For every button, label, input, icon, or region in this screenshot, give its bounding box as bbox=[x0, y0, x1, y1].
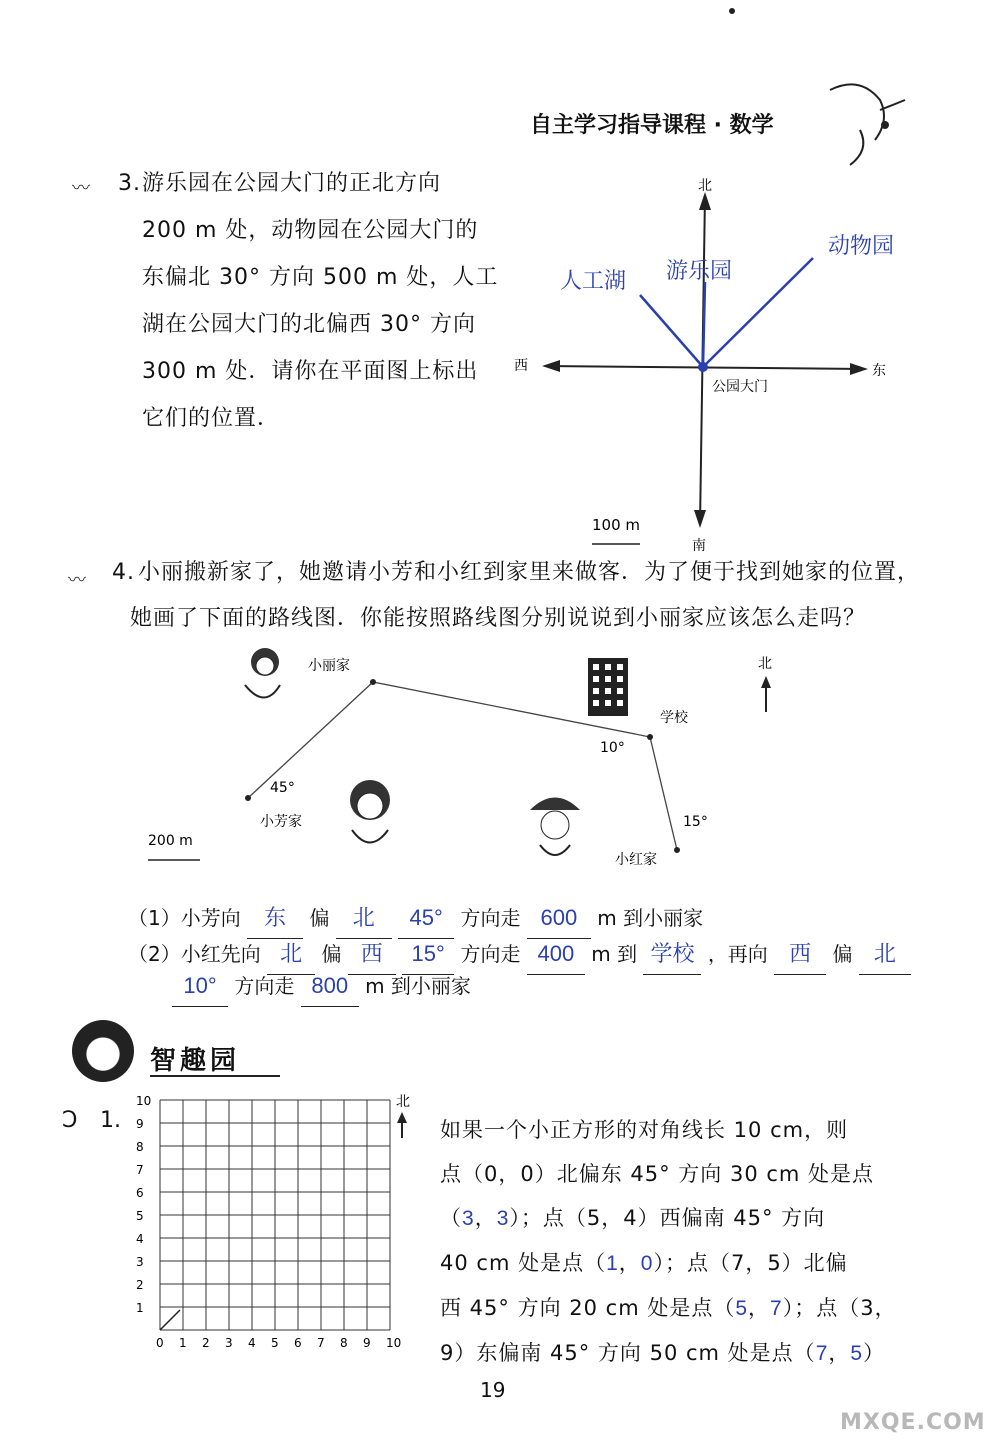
q3-number: 3. bbox=[118, 171, 141, 196]
grid-y-tick-label: 3 bbox=[136, 1255, 144, 1269]
label-lake: 人工湖 bbox=[560, 269, 627, 294]
answer2-blank-c[interactable]: 15° bbox=[402, 934, 454, 975]
q4-line-1: 小丽搬新家了，她邀请小芳和小红到家里来做客．为了便于找到她家的位置， bbox=[138, 560, 921, 585]
answer2-blank-a[interactable]: 北 bbox=[267, 934, 315, 975]
top-dot bbox=[729, 8, 735, 14]
p1-t4: 40 cm 处是点（ bbox=[440, 1251, 607, 1275]
answer2-blank-e[interactable]: 学校 bbox=[643, 934, 701, 975]
p1-line-4: 40 cm 处是点（1，0）；点（7，5）北偏 bbox=[440, 1251, 848, 1275]
xiaofang-figure bbox=[350, 780, 390, 843]
label-park: 游乐园 bbox=[666, 259, 733, 284]
q4-number: 4. bbox=[112, 560, 135, 585]
south-arrow bbox=[694, 510, 706, 528]
point-school bbox=[647, 734, 653, 740]
q4-route-map bbox=[130, 640, 810, 890]
leaf-icon: 〰 bbox=[72, 178, 90, 199]
q3-line: 300 m 处．请你在平面图上标出 bbox=[142, 359, 479, 384]
answer2-blank-b[interactable]: 西 bbox=[348, 934, 396, 975]
grid-x-tick-label: 1 bbox=[179, 1336, 187, 1350]
q4-answer-2-cont bbox=[172, 966, 471, 1007]
west-arrow bbox=[542, 360, 560, 372]
grid-x-tick-label: 10 bbox=[386, 1336, 402, 1350]
label-north: 北 bbox=[758, 656, 772, 672]
answer2-blank-f[interactable]: 西 bbox=[774, 934, 826, 975]
p1-ans-2[interactable]: 3 bbox=[496, 1207, 510, 1230]
grid-y-tick-label: 1 bbox=[136, 1301, 144, 1315]
q3-text bbox=[142, 160, 502, 442]
answer1-mid2: 方向走 bbox=[460, 906, 521, 930]
point-xiaofang bbox=[245, 795, 251, 801]
grid-y-labels bbox=[136, 1094, 151, 1315]
school-building-icon bbox=[588, 658, 628, 716]
p1-ans-5[interactable]: 5 bbox=[735, 1297, 749, 1320]
angle-hong: 15° bbox=[683, 814, 708, 830]
p1-t7: ）；点（3， bbox=[782, 1296, 897, 1320]
xiaohong-figure bbox=[530, 798, 580, 856]
grid-north-label: 北 bbox=[396, 1094, 410, 1110]
grid-x-labels bbox=[156, 1336, 401, 1350]
grid-x-tick-label: 2 bbox=[202, 1336, 210, 1350]
page-header: 自主学习指导课程 · 数学 bbox=[530, 113, 774, 138]
p1-number: 1. bbox=[100, 1108, 121, 1133]
p1-ans-6[interactable]: 7 bbox=[770, 1297, 783, 1320]
label-east: 东 bbox=[872, 363, 886, 379]
answer2-mid3: m 到 bbox=[591, 942, 638, 966]
section-title: 智趣园 bbox=[150, 1046, 241, 1076]
angle-fang: 45° bbox=[270, 780, 295, 796]
answer1-blank-a[interactable]: 东 bbox=[247, 898, 303, 939]
answer2-blank-i[interactable]: 800 bbox=[301, 966, 359, 1007]
answer2-blank-h[interactable]: 10° bbox=[172, 966, 228, 1007]
grid-x-tick-label: 9 bbox=[363, 1336, 371, 1350]
label-xiaoli: 小丽家 bbox=[308, 658, 350, 674]
q4-scale-label: 200 m bbox=[148, 833, 193, 849]
lake-line bbox=[640, 295, 703, 367]
grid-y-tick-label: 9 bbox=[136, 1117, 144, 1131]
answer1-mid1: 偏 bbox=[309, 906, 330, 930]
answer1-blank-c[interactable]: 45° bbox=[398, 898, 454, 939]
grid-x-tick-label: 5 bbox=[271, 1336, 279, 1350]
p1-t5: ）；点（7，5）北偏 bbox=[653, 1251, 848, 1275]
leaf-icon: Ↄ bbox=[62, 1108, 78, 1133]
grid-x-tick-label: 4 bbox=[248, 1336, 256, 1350]
p1-t9: ） bbox=[863, 1341, 886, 1365]
origin-point bbox=[698, 362, 708, 372]
answer2-blank-g[interactable]: 北 bbox=[859, 934, 911, 975]
grid-x-tick-label: 3 bbox=[225, 1336, 233, 1350]
east-arrow bbox=[850, 363, 868, 375]
p1-ans-1[interactable]: 3 bbox=[462, 1207, 475, 1230]
grid-x-tick-label: 0 bbox=[156, 1336, 164, 1350]
label-xiaohong: 小红家 bbox=[615, 852, 657, 868]
grid-lines bbox=[160, 1100, 390, 1330]
p1-t3: ；点（5，4）西偏南 45° 方向 bbox=[520, 1206, 826, 1230]
answer1-prefix: （1）小芳向 bbox=[128, 906, 241, 930]
section-underline bbox=[150, 1075, 280, 1077]
label-school: 学校 bbox=[660, 710, 688, 726]
grid-y-tick-label: 8 bbox=[136, 1140, 144, 1154]
p1-ans-4[interactable]: 0 bbox=[640, 1252, 654, 1275]
grid-north-arrow bbox=[397, 1112, 407, 1123]
grid-y-tick-label: 5 bbox=[136, 1209, 144, 1223]
answer1-blank-b[interactable]: 北 bbox=[336, 898, 392, 939]
answer2-mid4: ，再向 bbox=[707, 942, 768, 966]
p1-ans-8[interactable]: 5 bbox=[850, 1342, 864, 1365]
p1-line-3: （3，3）；点（5，4）西偏南 45° 方向 bbox=[440, 1206, 826, 1230]
answer2-suffix: m 到小丽家 bbox=[365, 974, 471, 998]
label-zoo: 动物园 bbox=[828, 234, 895, 259]
header-decoration bbox=[820, 70, 910, 170]
q3-line: 游乐园在公园大门的正北方向 bbox=[142, 171, 442, 196]
coordinate-grid bbox=[130, 1090, 430, 1360]
label-xiaofang: 小芳家 bbox=[260, 814, 302, 830]
leaf-icon: 〰 bbox=[68, 570, 86, 591]
answer2-prefix: （2）小红先向 bbox=[128, 942, 261, 966]
p1-line-1: 如果一个小正方形的对角线长 10 cm，则 bbox=[440, 1118, 849, 1142]
q3-line: 东偏北 30° 方向 500 m 处，人工 bbox=[142, 265, 499, 290]
section-mascot-icon bbox=[72, 1020, 134, 1082]
q3-line: 它们的位置． bbox=[142, 406, 281, 431]
answer2-mid6: 方向走 bbox=[234, 974, 295, 998]
watermark: MXQE.COM bbox=[840, 1410, 986, 1435]
p1-line-6: 9）东偏南 45° 方向 50 cm 处是点（7，5） bbox=[440, 1341, 886, 1365]
p1-ans-7[interactable]: 7 bbox=[815, 1342, 829, 1365]
grid-y-tick-label: 4 bbox=[136, 1232, 144, 1246]
label-south: 南 bbox=[692, 538, 706, 554]
answer1-blank-d[interactable]: 600 bbox=[527, 898, 591, 939]
q3-line: 湖在公园大门的北偏西 30° 方向 bbox=[142, 312, 476, 337]
xiaoli-figure bbox=[245, 648, 280, 698]
p1-ans-3[interactable]: 1 bbox=[606, 1252, 619, 1275]
q3-scale-label: 100 m bbox=[592, 516, 641, 534]
p1-t6: 西 45° 方向 20 cm 处是点（ bbox=[440, 1296, 736, 1320]
grid-y-tick-label: 6 bbox=[136, 1186, 144, 1200]
p1-text bbox=[440, 1108, 910, 1376]
label-origin: 公园大门 bbox=[712, 379, 768, 395]
grid-y-tick-label: 10 bbox=[136, 1094, 152, 1108]
map-north-arrow bbox=[761, 676, 771, 688]
north-arrow bbox=[699, 192, 711, 210]
q3-line: 200 m 处，动物园在公园大门的 bbox=[142, 218, 479, 243]
answer2-mid1: 偏 bbox=[321, 942, 342, 966]
point-xiaoli bbox=[370, 679, 376, 685]
q3-compass-diagram bbox=[500, 170, 920, 560]
page-number: 19 bbox=[480, 1378, 506, 1402]
answer2-mid2: 方向走 bbox=[460, 942, 521, 966]
diagonal-segment bbox=[160, 1310, 180, 1330]
grid-x-tick-label: 7 bbox=[317, 1336, 325, 1350]
angle-school: 10° bbox=[600, 740, 625, 756]
label-north: 北 bbox=[698, 178, 712, 194]
answer2-mid5: 偏 bbox=[832, 942, 853, 966]
p1-line-5: 西 45° 方向 20 cm 处是点（5，7）；点（3， bbox=[440, 1296, 897, 1320]
p1-t8: 9）东偏南 45° 方向 50 cm 处是点（ bbox=[440, 1341, 816, 1365]
point-xiaohong bbox=[674, 847, 680, 853]
grid-y-tick-label: 2 bbox=[136, 1278, 144, 1292]
q4-answer-1 bbox=[128, 898, 703, 939]
answer1-suffix: m 到小丽家 bbox=[597, 906, 704, 930]
grid-x-tick-label: 6 bbox=[294, 1336, 302, 1350]
answer2-blank-d[interactable]: 400 bbox=[527, 934, 585, 975]
label-west: 西 bbox=[514, 358, 528, 374]
p1-line-2: 点（0，0）北偏东 45° 方向 30 cm 处是点 bbox=[440, 1162, 875, 1186]
grid-x-tick-label: 8 bbox=[340, 1336, 348, 1350]
grid-y-tick-label: 7 bbox=[136, 1163, 144, 1177]
q4-line-2: 她画了下面的路线图．你能按照路线图分别说说到小丽家应该怎么走吗？ bbox=[130, 606, 867, 631]
